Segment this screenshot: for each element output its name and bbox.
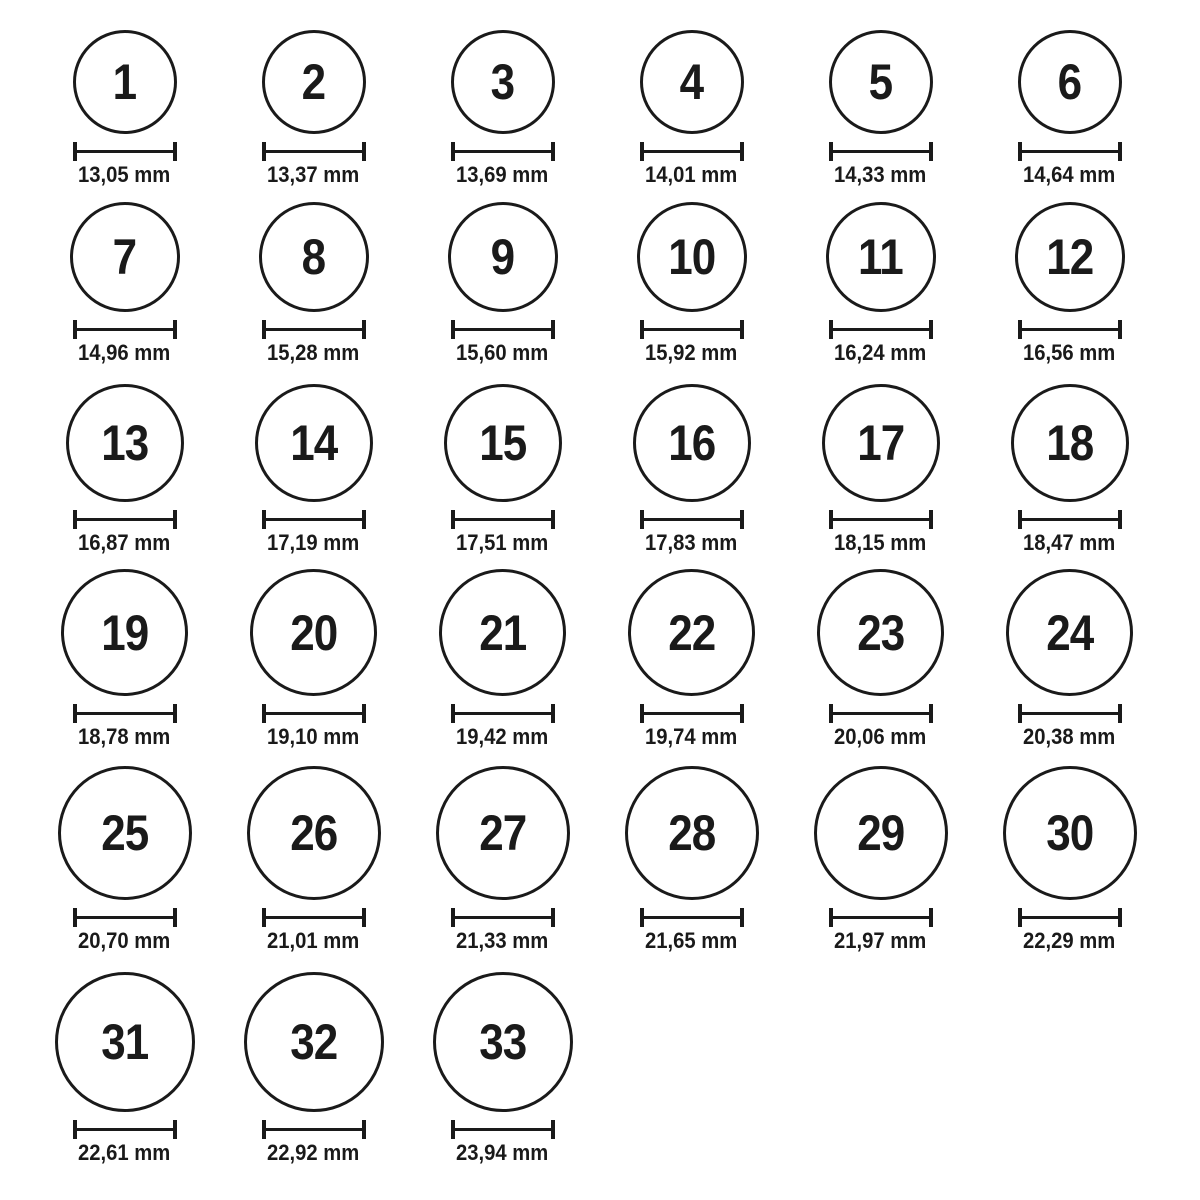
ring-size-cell [30,556,219,750]
ring-circle [55,972,195,1112]
diameter-ruler [262,704,366,723]
ruler-line [642,150,742,153]
ring-size-number: 25 [100,805,149,861]
ring-circle [73,30,177,134]
diameter-ruler [262,510,366,529]
diameter-label: 17,19 mm [267,530,360,555]
diameter-ruler [829,704,933,723]
ring-circle [444,384,562,502]
ruler-tick-right-icon [1118,704,1122,723]
ring-circle [817,569,944,696]
ring-size-number: 17 [856,415,905,471]
diameter-ruler [829,320,933,339]
ring-circle [439,569,566,696]
ruler-line [453,1128,553,1131]
diameter-ruler [640,510,744,529]
ring-circle [822,384,940,502]
ring-size-cell [975,366,1164,556]
ring-size-cell [30,750,219,954]
ring-size-number: 26 [289,805,338,861]
ring-circle [625,766,759,900]
ring-circle [66,384,184,502]
diameter-ruler [1018,510,1122,529]
ring-size-number: 15 [478,415,527,471]
ring-circle [814,766,948,900]
ruler-tick-right-icon [551,320,555,339]
ruler-line [264,916,364,919]
ruler-tick-right-icon [929,704,933,723]
ruler-line [75,712,175,715]
diameter-label: 21,65 mm [645,928,738,953]
diameter-label: 19,10 mm [267,724,360,749]
diameter-ruler [1018,704,1122,723]
ruler-tick-right-icon [173,320,177,339]
ruler-tick-right-icon [551,704,555,723]
diameter-label: 19,42 mm [456,724,549,749]
ruler-line [264,1128,364,1131]
ring-size-cell [408,556,597,750]
diameter-label: 23,94 mm [456,1140,549,1165]
chart-row [30,750,1164,954]
ruler-line [1020,328,1120,331]
diameter-label: 15,28 mm [267,340,360,365]
ring-size-cell [219,366,408,556]
ring-size-cell [597,750,786,954]
ruler-tick-right-icon [551,908,555,927]
diameter-ruler [829,142,933,161]
ring-size-number: 4 [679,54,704,110]
ring-size-cell [219,556,408,750]
empty-cell [786,954,975,1166]
ring-size-number: 10 [667,229,716,285]
diameter-ruler [1018,142,1122,161]
ring-circle [262,30,366,134]
ring-circle [829,30,933,134]
diameter-ruler [451,142,555,161]
ruler-tick-right-icon [362,1120,366,1139]
diameter-ruler [73,142,177,161]
chart-row [30,556,1164,750]
ring-circle [826,202,936,312]
ruler-tick-right-icon [362,704,366,723]
ring-size-number: 28 [667,805,716,861]
ring-size-cell [408,4,597,188]
diameter-label: 15,60 mm [456,340,549,365]
ruler-tick-right-icon [740,908,744,927]
diameter-label: 22,61 mm [78,1140,171,1165]
ring-size-number: 24 [1045,604,1094,661]
diameter-label: 19,74 mm [645,724,738,749]
diameter-label: 20,38 mm [1023,724,1116,749]
ruler-tick-right-icon [362,320,366,339]
ring-size-number: 7 [112,229,137,285]
diameter-ruler [1018,320,1122,339]
ruler-line [453,518,553,521]
ring-size-number: 27 [478,805,527,861]
diameter-ruler [262,908,366,927]
ruler-tick-right-icon [740,320,744,339]
ring-size-cell [408,954,597,1166]
ring-size-cell [975,188,1164,366]
ring-size-number: 14 [289,415,338,471]
ring-circle [70,202,180,312]
ring-size-number: 8 [301,229,326,285]
ruler-line [831,518,931,521]
ruler-tick-right-icon [551,142,555,161]
ring-size-number: 13 [100,415,149,471]
ring-size-cell [30,366,219,556]
ring-circle [255,384,373,502]
ruler-line [75,150,175,153]
ring-size-cell [975,750,1164,954]
ruler-line [453,150,553,153]
diameter-ruler [451,704,555,723]
diameter-label: 18,47 mm [1023,530,1116,555]
diameter-label: 14,64 mm [1023,162,1116,187]
ruler-tick-right-icon [929,908,933,927]
ruler-tick-right-icon [173,1120,177,1139]
ring-circle [1003,766,1137,900]
diameter-ruler [640,320,744,339]
ring-circle [633,384,751,502]
ruler-tick-right-icon [173,704,177,723]
empty-cell [597,954,786,1166]
ruler-tick-right-icon [1118,908,1122,927]
ring-size-number: 30 [1045,805,1094,861]
ruler-line [642,518,742,521]
ring-circle [433,972,573,1112]
diameter-ruler [451,908,555,927]
ruler-line [264,150,364,153]
ring-size-number: 6 [1057,54,1082,110]
diameter-ruler [73,1120,177,1139]
diameter-label: 13,05 mm [78,162,171,187]
ring-size-cell [219,750,408,954]
ring-circle [58,766,192,900]
diameter-ruler [451,1120,555,1139]
ring-size-cell [597,188,786,366]
ruler-tick-right-icon [362,142,366,161]
ruler-line [831,150,931,153]
ruler-line [831,916,931,919]
ruler-tick-right-icon [173,908,177,927]
ring-size-cell [408,750,597,954]
ring-size-cell [975,4,1164,188]
ruler-line [642,328,742,331]
chart-row [30,188,1164,366]
ring-size-number: 21 [478,604,527,661]
ring-size-cell [786,556,975,750]
ring-size-number: 2 [301,54,326,110]
ring-circle [61,569,188,696]
ruler-line [453,712,553,715]
diameter-ruler [262,320,366,339]
ruler-tick-right-icon [740,510,744,529]
ring-size-number: 33 [478,1014,527,1070]
chart-row [30,366,1164,556]
diameter-ruler [829,510,933,529]
ring-size-cell [597,4,786,188]
diameter-label: 21,97 mm [834,928,927,953]
ring-size-cell [597,556,786,750]
ruler-tick-right-icon [929,320,933,339]
diameter-label: 20,06 mm [834,724,927,749]
empty-cell [975,954,1164,1166]
ring-size-number: 9 [490,229,515,285]
ring-size-number: 3 [490,54,515,110]
ruler-line [453,916,553,919]
diameter-ruler [262,1120,366,1139]
diameter-label: 17,83 mm [645,530,738,555]
ruler-line [831,328,931,331]
ring-size-number: 31 [100,1014,149,1070]
ruler-tick-right-icon [740,142,744,161]
diameter-label: 15,92 mm [645,340,738,365]
diameter-ruler [73,704,177,723]
ring-circle [436,766,570,900]
ring-size-cell [597,366,786,556]
ruler-line [75,328,175,331]
diameter-label: 13,37 mm [267,162,360,187]
ruler-tick-right-icon [173,142,177,161]
diameter-ruler [73,320,177,339]
diameter-label: 16,24 mm [834,340,927,365]
ring-size-cell [408,366,597,556]
diameter-label: 21,33 mm [456,928,549,953]
ruler-tick-right-icon [173,510,177,529]
ring-size-cell [219,4,408,188]
ruler-line [1020,712,1120,715]
ruler-tick-right-icon [1118,510,1122,529]
ruler-line [1020,518,1120,521]
ring-size-cell [786,366,975,556]
ring-size-cell [408,188,597,366]
ring-circle [247,766,381,900]
ring-circle [259,202,369,312]
ring-circle [1018,30,1122,134]
ruler-line [75,916,175,919]
ruler-line [75,1128,175,1131]
ruler-line [453,328,553,331]
ring-size-number: 19 [100,604,149,661]
ring-circle [640,30,744,134]
ring-size-number: 12 [1045,229,1094,285]
ruler-line [75,518,175,521]
ring-size-cell [30,4,219,188]
ruler-tick-right-icon [929,142,933,161]
diameter-ruler [640,704,744,723]
diameter-label: 16,87 mm [78,530,171,555]
ruler-tick-right-icon [1118,142,1122,161]
ring-circle [1011,384,1129,502]
ring-circle [628,569,755,696]
ruler-tick-right-icon [362,510,366,529]
ring-circle [244,972,384,1112]
ring-circle [451,30,555,134]
ring-circle [1015,202,1125,312]
diameter-label: 13,69 mm [456,162,549,187]
ring-size-number: 20 [289,604,338,661]
ruler-line [642,712,742,715]
ruler-line [831,712,931,715]
ring-size-cell [30,954,219,1166]
ring-circle [250,569,377,696]
ring-size-cell [975,556,1164,750]
ruler-tick-right-icon [362,908,366,927]
diameter-ruler [73,510,177,529]
diameter-ruler [1018,908,1122,927]
diameter-label: 14,01 mm [645,162,738,187]
diameter-ruler [262,142,366,161]
ring-size-cell [219,954,408,1166]
ring-circle [1006,569,1133,696]
diameter-ruler [451,510,555,529]
diameter-label: 18,78 mm [78,724,171,749]
ruler-line [264,328,364,331]
ring-size-cell [30,188,219,366]
diameter-label: 21,01 mm [267,928,360,953]
ruler-tick-right-icon [1118,320,1122,339]
diameter-ruler [829,908,933,927]
diameter-label: 14,33 mm [834,162,927,187]
ruler-line [1020,916,1120,919]
ruler-line [642,916,742,919]
diameter-label: 14,96 mm [78,340,171,365]
diameter-ruler [640,908,744,927]
ring-size-cell [786,4,975,188]
ring-size-number: 1 [112,54,137,110]
ring-size-cell [219,188,408,366]
ruler-tick-right-icon [551,510,555,529]
diameter-label: 18,15 mm [834,530,927,555]
ruler-line [264,712,364,715]
ring-size-number: 32 [289,1014,338,1070]
diameter-label: 16,56 mm [1023,340,1116,365]
ring-size-cell [786,188,975,366]
diameter-label: 20,70 mm [78,928,171,953]
ring-size-number: 18 [1045,415,1094,471]
ring-size-number: 16 [667,415,716,471]
diameter-ruler [451,320,555,339]
ruler-tick-right-icon [551,1120,555,1139]
ruler-tick-right-icon [929,510,933,529]
ring-size-number: 22 [667,604,716,661]
diameter-ruler [640,142,744,161]
ruler-line [1020,150,1120,153]
ring-size-cell [786,750,975,954]
ring-size-number: 5 [868,54,893,110]
ruler-tick-right-icon [740,704,744,723]
diameter-label: 22,92 mm [267,1140,360,1165]
ring-circle [637,202,747,312]
diameter-ruler [73,908,177,927]
ring-size-number: 23 [856,604,905,661]
ring-size-number: 11 [858,229,903,285]
ring-size-number: 29 [856,805,905,861]
ruler-line [264,518,364,521]
chart-row [30,954,1164,1166]
chart-row [30,4,1164,188]
ring-circle [448,202,558,312]
diameter-label: 22,29 mm [1023,928,1116,953]
diameter-label: 17,51 mm [456,530,549,555]
